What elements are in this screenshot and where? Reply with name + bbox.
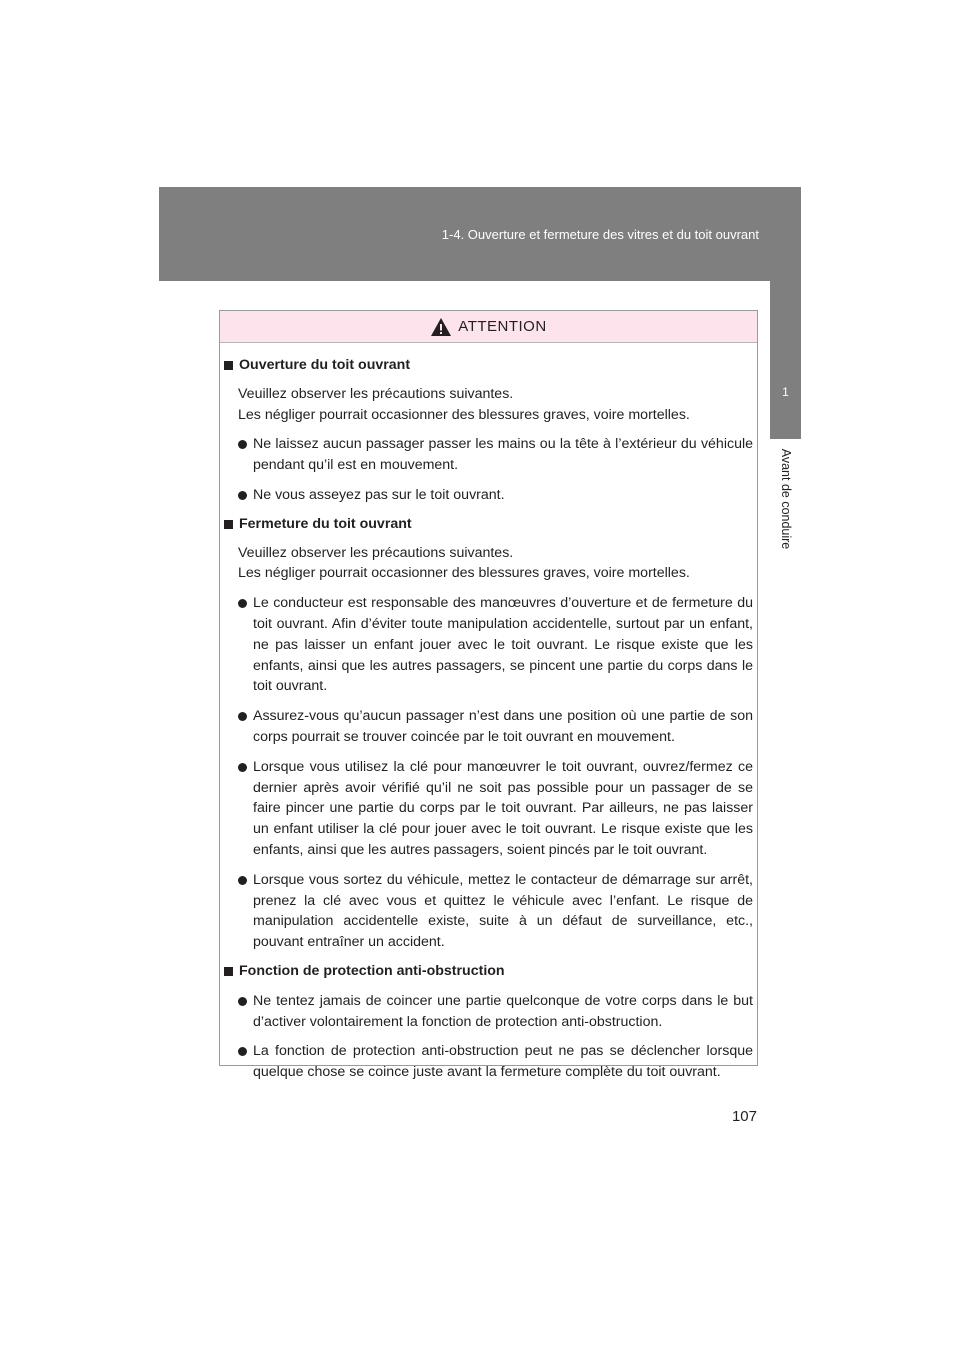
section-intro <box>238 384 753 426</box>
square-bullet-icon <box>224 967 233 976</box>
bullet-item <box>238 870 753 953</box>
chapter-number: 1 <box>782 385 789 399</box>
section-title: 1-4. Ouverture et fermeture des vitres et du toit ouvrant <box>441 227 759 242</box>
bullet-item <box>238 485 753 506</box>
round-bullet-icon <box>238 1047 247 1056</box>
round-bullet-icon <box>238 491 247 500</box>
bullet-text: Lorsque vous sortez du véhicule, mettez le contacteur de démarrage sur arrêt, prenez la clé avec vous et quittez le véhicule avec l’enfant. Le risque de manipulation accidentelle existe, suite à un défaut de surveillance, etc., pouvant entraîner un accident. <box>253 871 753 951</box>
warning-header <box>220 311 757 343</box>
warning-title: ATTENTION <box>458 318 547 335</box>
chapter-tab <box>770 281 801 439</box>
section-heading <box>224 961 753 982</box>
warning-body <box>220 343 757 1083</box>
bullet-text: Assurez-vous qu’aucun passager n’est dans une position où une partie de son corps pourrait se trouver coincée par le toit ouvrant en mouvement. <box>253 708 753 745</box>
round-bullet-icon <box>238 997 247 1006</box>
bullet-text: La fonction de protection anti-obstruction peut ne pas se déclencher lorsque quelque chose se coince juste avant la fermeture complète du toit ouvrant. <box>253 1043 753 1081</box>
bullet-text: Ne tentez jamais de coincer une partie quelconque de votre corps dans le but d’activer volontairement la fonction de protection anti-obstruction. <box>253 992 753 1030</box>
square-bullet-icon <box>224 520 233 529</box>
section-intro <box>238 543 753 585</box>
round-bullet-icon <box>238 599 247 608</box>
bullet-item <box>238 1041 753 1083</box>
chapter-label: Avant de conduire <box>779 448 793 550</box>
bullet-item <box>238 434 753 476</box>
bullet-item <box>238 706 753 748</box>
bullet-text: Ne laissez aucun passager passer les mains ou la tête à l’extérieur du véhicule pendant qu’il est en mouvement. <box>253 436 753 474</box>
bullet-item <box>238 593 753 697</box>
page-number: 107 <box>731 1108 757 1125</box>
intro-line: Les négliger pourrait occasionner des blessures graves, voire mortelles. <box>238 406 690 423</box>
intro-line: Veuillez observer les précautions suivantes. <box>238 385 514 402</box>
bullet-item <box>238 991 753 1033</box>
bullet-text: Le conducteur est responsable des manœuvres d’ouverture et de fermeture du toit ouvrant. Afin d’éviter toute manipulation accidentelle, surtout par un enfant, ne pas laisser un enfant jouer avec le toit ouvrant. Le risque existe que les enfants, ainsi que les autres passagers, se pincent une partie du corps dans le toit ouvrant. <box>253 595 753 695</box>
header-band <box>159 187 801 281</box>
section-heading-text: Ouverture du toit ouvrant <box>239 357 411 373</box>
bullet-text: Ne vous asseyez pas sur le toit ouvrant. <box>253 486 505 503</box>
round-bullet-icon <box>238 440 247 449</box>
section-heading <box>224 514 753 535</box>
section-heading <box>224 355 753 376</box>
section-heading-text: Fermeture du toit ouvrant <box>239 515 412 532</box>
intro-line: Les négliger pourrait occasionner des blessures graves, voire mortelles. <box>238 565 690 582</box>
square-bullet-icon <box>224 361 233 370</box>
bullet-text: Lorsque vous utilisez la clé pour manœuvrer le toit ouvrant, ouvrez/fermez ce dernier après avoir vérifié qu’il ne soit pas possible pour un passager de se faire pincer une partie du corps par le toit ouvrant. Par ailleurs, ne pas laisser un enfant utiliser la clé pour jouer avec le toit ouvrant. Le risque existe que les enfants, ainsi que les autres passagers, soient pincés par le toit ouvrant. <box>253 758 753 858</box>
section-heading-text: Fonction de protection anti-obstruction <box>239 962 505 979</box>
bullet-item <box>238 757 753 861</box>
intro-line: Veuillez observer les précautions suivantes. <box>238 544 514 561</box>
round-bullet-icon <box>238 876 247 885</box>
round-bullet-icon <box>238 763 247 772</box>
round-bullet-icon <box>238 712 247 721</box>
warning-box <box>219 310 758 1081</box>
warning-triangle-icon <box>430 317 452 337</box>
